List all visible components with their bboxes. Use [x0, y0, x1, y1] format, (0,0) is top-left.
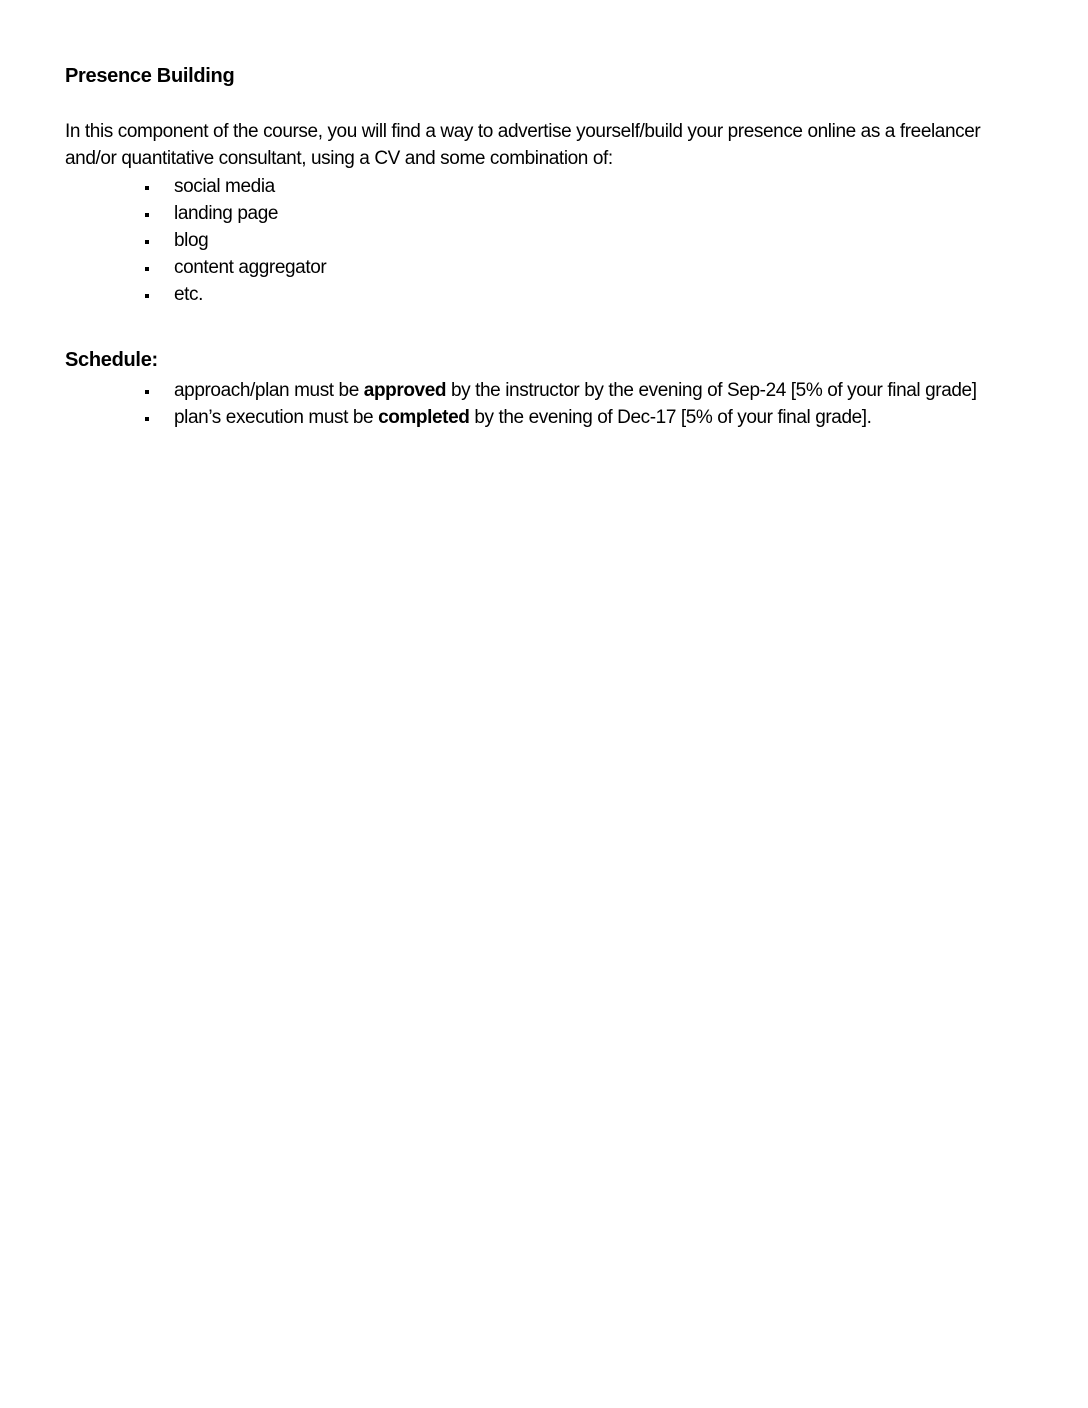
list-item: ▪ blog: [160, 227, 1028, 254]
options-bullet-list: [65, 173, 1028, 308]
schedule-item-text: by the evening of Dec-17 [5% of your final grade].: [469, 407, 872, 428]
schedule-heading: Schedule:: [65, 349, 158, 371]
list-item: [160, 404, 1028, 431]
schedule-item-text: approach/plan must be: [174, 380, 364, 401]
list-item: ▪ social media: [160, 173, 1028, 200]
schedule-item-emphasis: approved: [363, 380, 447, 401]
schedule-item-text: plan’s execution must be: [174, 407, 379, 428]
intro-line: and/or quantitative consultant, using a CV and some combination of:: [65, 148, 613, 169]
schedule-item-emphasis: completed: [378, 407, 470, 428]
schedule-item-text: by the instructor by the evening of Sep-24 [5% of your final grade]: [446, 380, 977, 401]
section-heading: Presence Building: [65, 65, 235, 87]
list-item: [160, 377, 1028, 404]
intro-paragraph: [65, 118, 1028, 172]
list-item: ▪ etc.: [160, 281, 1028, 308]
list-item: ▪ landing page: [160, 200, 1028, 227]
intro-line: In this component of the course, you will find a way to advertise yourself/build your presence online as a freelancer: [65, 121, 981, 142]
schedule-bullet-list: [65, 377, 1028, 431]
list-item: ▪ content aggregator: [160, 254, 1028, 281]
